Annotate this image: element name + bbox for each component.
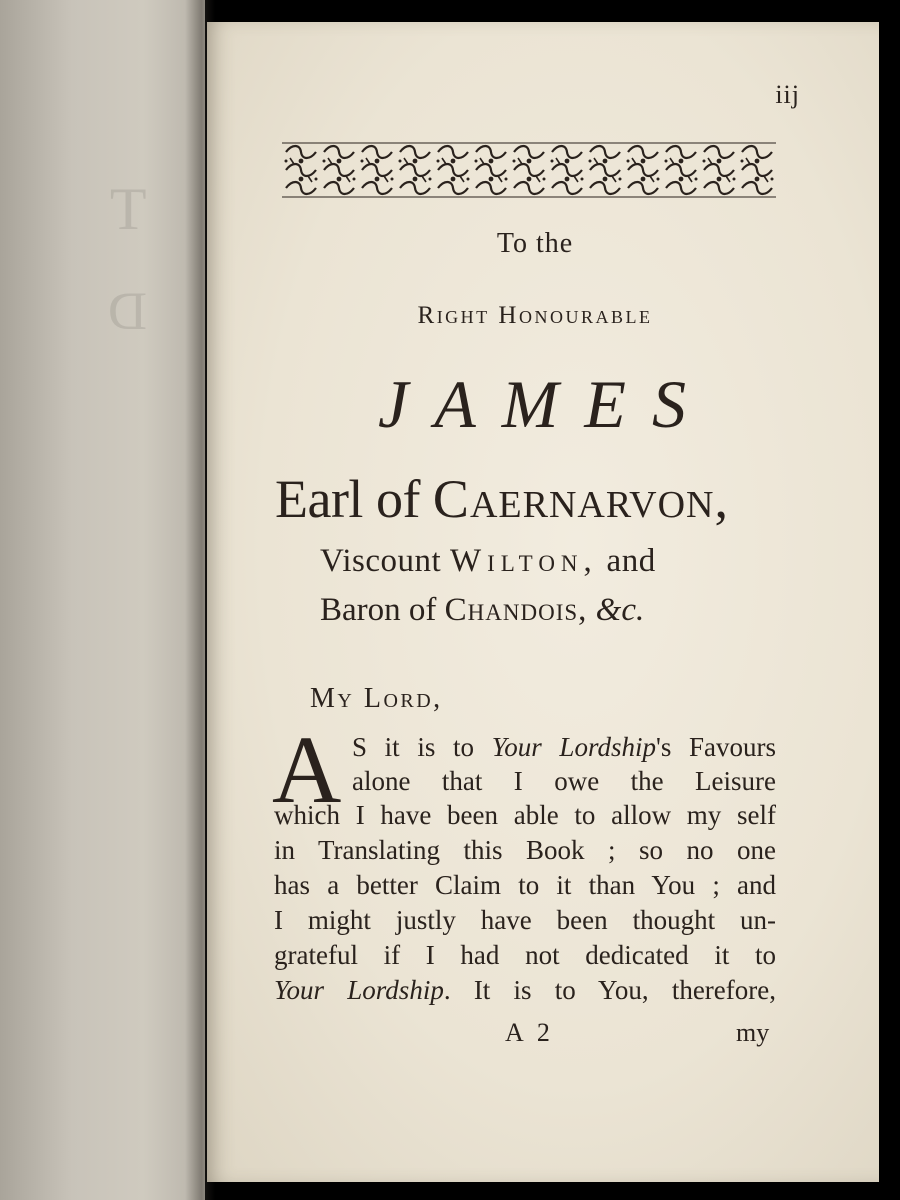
title-earl-line: [275, 468, 729, 530]
body-line: S it is to Your Lordship's Favours: [352, 732, 777, 762]
body-line: Your Lordship. It is to You, therefore,: [274, 975, 776, 1005]
title-viscount-prefix: Viscount: [320, 543, 442, 579]
title-earl-prefix: Earl of: [275, 469, 420, 529]
body-line: in Translating this Book ; so no one: [274, 835, 776, 865]
title-viscount-and: and: [606, 543, 656, 579]
salutation: My Lord,: [310, 683, 443, 714]
heading-to-the: To the: [496, 228, 574, 259]
body-line: which I have been able to allow my self: [274, 800, 776, 830]
body-line: grateful if I had not dedicated it to: [274, 940, 776, 970]
body-line: has a better Claim to it than You ; and: [274, 870, 776, 900]
title-baron-prefix: Baron of: [320, 592, 437, 628]
catchword: my: [736, 1018, 770, 1047]
title-baron-line: [320, 592, 644, 629]
title-baron-etc: &c.: [595, 592, 645, 628]
body-line: I might justly have been thought un-: [274, 905, 776, 935]
heading-right-honourable: Right Honourable: [417, 302, 653, 329]
body-line: alone that I owe the Leisure: [352, 766, 776, 796]
heading-name: JAMES: [378, 366, 712, 442]
title-baron-chandois: Chandois,: [444, 592, 588, 628]
title-earl-caernarvon: Caernarvon,: [432, 469, 729, 529]
drop-cap: A: [272, 716, 342, 823]
title-viscount-wilton: Wilton,: [449, 543, 598, 579]
left-page: [0, 0, 205, 1200]
signature-mark: A 2: [505, 1018, 554, 1047]
left-page-bleed: D: [108, 281, 147, 341]
ornament-band: [282, 142, 776, 198]
page-number: iij: [775, 80, 800, 109]
left-page-bleed: T: [110, 176, 147, 242]
title-viscount-line: [320, 543, 656, 580]
